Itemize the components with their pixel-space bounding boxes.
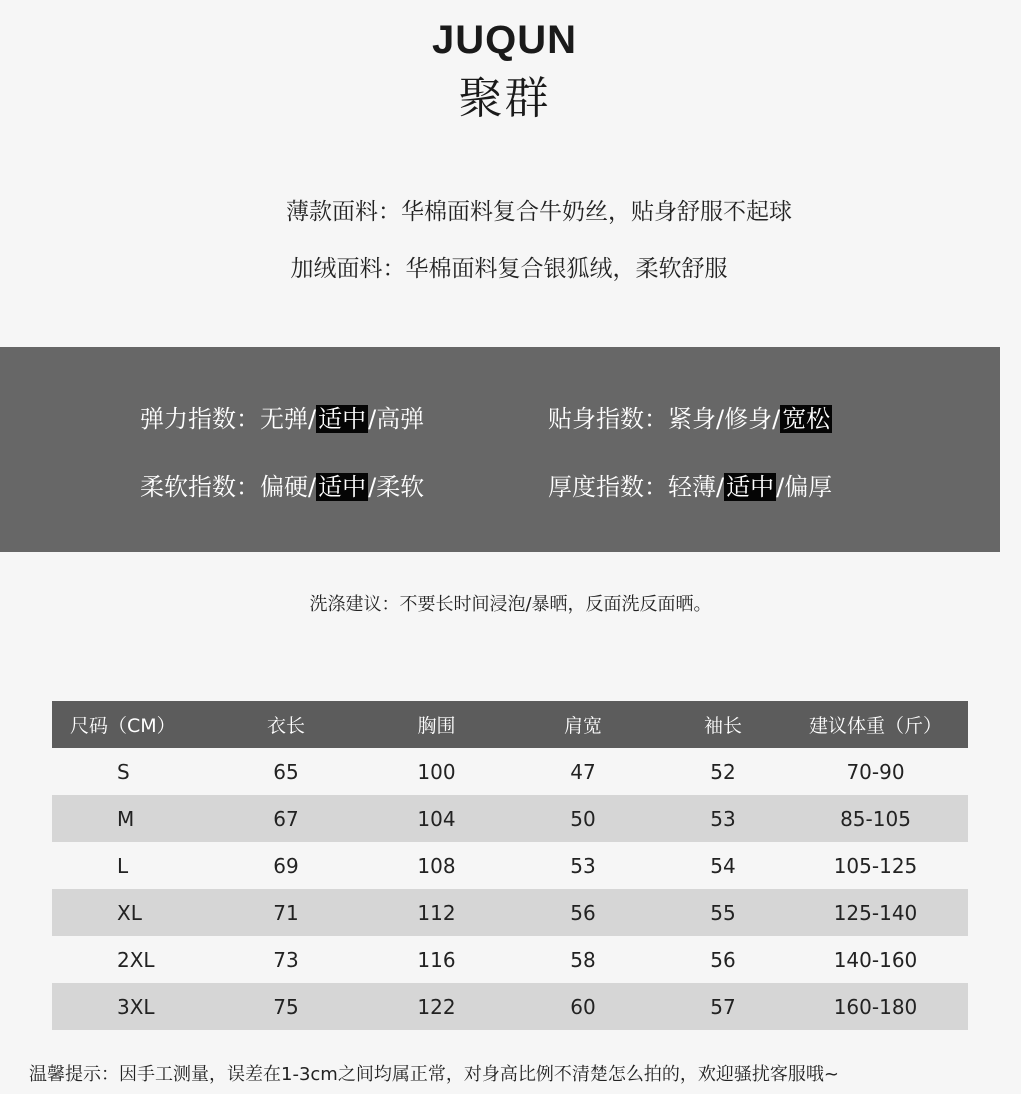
table-cell: 116 bbox=[417, 947, 456, 972]
option-separator: / bbox=[308, 473, 317, 501]
table-row bbox=[52, 842, 968, 889]
table-cell: 75 bbox=[202, 983, 370, 1030]
header-length: 衣长 bbox=[202, 701, 370, 748]
header-size: 尺码（CM） bbox=[52, 701, 202, 748]
fabric-thin: 薄款面料：华棉面料复合牛奶丝，贴身舒服不起球 bbox=[286, 199, 792, 225]
size-table-header bbox=[52, 701, 968, 748]
table-cell: 125-140 bbox=[783, 889, 968, 936]
index-option: 柔软 bbox=[376, 473, 425, 501]
table-cell: 70-90 bbox=[846, 759, 905, 784]
table-cell: 53 bbox=[663, 795, 783, 842]
option-separator: / bbox=[716, 405, 725, 433]
option-separator: / bbox=[772, 405, 781, 433]
table-cell: 58 bbox=[570, 947, 596, 972]
table-row bbox=[52, 795, 968, 842]
table-cell: 85-105 bbox=[783, 795, 968, 842]
table-cell: 69 bbox=[273, 853, 299, 878]
footer-note: 温馨提示：因手工测量，误差在1-3cm之间均属正常，对身高比例不清楚怎么拍的，欢迎骚扰客服哦~ bbox=[29, 1064, 839, 1085]
table-cell: 65 bbox=[273, 759, 299, 784]
table-cell: XL bbox=[52, 889, 202, 936]
table-cell: 104 bbox=[370, 795, 503, 842]
header-shoulder: 肩宽 bbox=[503, 701, 663, 748]
index-option: 高弹 bbox=[376, 405, 425, 433]
table-cell: 47 bbox=[570, 759, 596, 784]
table-cell: 60 bbox=[503, 983, 663, 1030]
index-option-selected: 适中 bbox=[726, 473, 775, 501]
table-cell: 3XL bbox=[52, 983, 202, 1030]
table-row bbox=[52, 983, 968, 1030]
index-option: 偏硬 bbox=[260, 473, 308, 501]
table-cell: 53 bbox=[570, 853, 596, 878]
index-label: 厚度指数： bbox=[548, 473, 668, 501]
brand-logo-cn: 聚群 bbox=[458, 73, 551, 124]
table-cell: 160-180 bbox=[783, 983, 968, 1030]
table-cell: 54 bbox=[710, 853, 736, 878]
brand-logo-en: JUQUN bbox=[431, 18, 578, 62]
table-row bbox=[52, 936, 968, 983]
table-cell: 55 bbox=[663, 889, 783, 936]
option-separator: / bbox=[368, 473, 377, 501]
table-cell: 50 bbox=[503, 795, 663, 842]
table-cell: 67 bbox=[202, 795, 370, 842]
size-table bbox=[52, 701, 968, 1030]
table-cell: 56 bbox=[503, 889, 663, 936]
index-option: 无弹 bbox=[260, 405, 308, 433]
table-cell: 105-125 bbox=[833, 853, 918, 878]
table-cell: 73 bbox=[273, 947, 299, 972]
table-cell: 52 bbox=[710, 759, 736, 784]
index-label: 柔软指数： bbox=[140, 473, 260, 501]
thickness-index bbox=[548, 467, 832, 502]
index-panel bbox=[0, 347, 1000, 552]
table-cell: 57 bbox=[663, 983, 783, 1030]
fabric-fleece: 加绒面料：华棉面料复合银狐绒，柔软舒服 bbox=[290, 256, 728, 282]
table-row bbox=[52, 889, 968, 936]
table-cell: 71 bbox=[202, 889, 370, 936]
table-row bbox=[52, 748, 968, 795]
table-cell: S bbox=[117, 759, 130, 784]
elasticity-index bbox=[140, 399, 424, 434]
index-label: 贴身指数： bbox=[548, 405, 668, 433]
softness-index bbox=[140, 467, 424, 502]
header-chest: 胸围 bbox=[370, 701, 503, 748]
option-separator: / bbox=[368, 405, 377, 433]
table-cell: L bbox=[117, 853, 129, 878]
index-option: 轻薄 bbox=[668, 473, 716, 501]
table-cell: 100 bbox=[417, 759, 456, 784]
table-cell: 56 bbox=[710, 947, 736, 972]
wash-advice: 洗涤建议：不要长时间浸泡/暴晒，反面洗反面晒。 bbox=[309, 594, 712, 615]
table-cell: 2XL bbox=[117, 947, 155, 972]
table-cell: 112 bbox=[370, 889, 503, 936]
option-separator: / bbox=[308, 405, 317, 433]
index-label: 弹力指数： bbox=[140, 405, 260, 433]
index-option: 偏厚 bbox=[784, 473, 833, 501]
index-option-selected: 适中 bbox=[318, 405, 367, 433]
table-cell: M bbox=[52, 795, 202, 842]
index-option-selected: 适中 bbox=[318, 473, 367, 501]
index-option: 修身 bbox=[724, 405, 773, 433]
header-sleeve: 袖长 bbox=[663, 701, 783, 748]
option-separator: / bbox=[776, 473, 785, 501]
table-cell: 122 bbox=[370, 983, 503, 1030]
table-cell: 108 bbox=[417, 853, 456, 878]
index-option-selected: 宽松 bbox=[782, 405, 831, 433]
index-option: 紧身 bbox=[668, 405, 716, 433]
header-weight: 建议体重（斤） bbox=[783, 701, 968, 748]
fit-index bbox=[548, 399, 832, 434]
table-cell: 140-160 bbox=[833, 947, 918, 972]
option-separator: / bbox=[716, 473, 725, 501]
